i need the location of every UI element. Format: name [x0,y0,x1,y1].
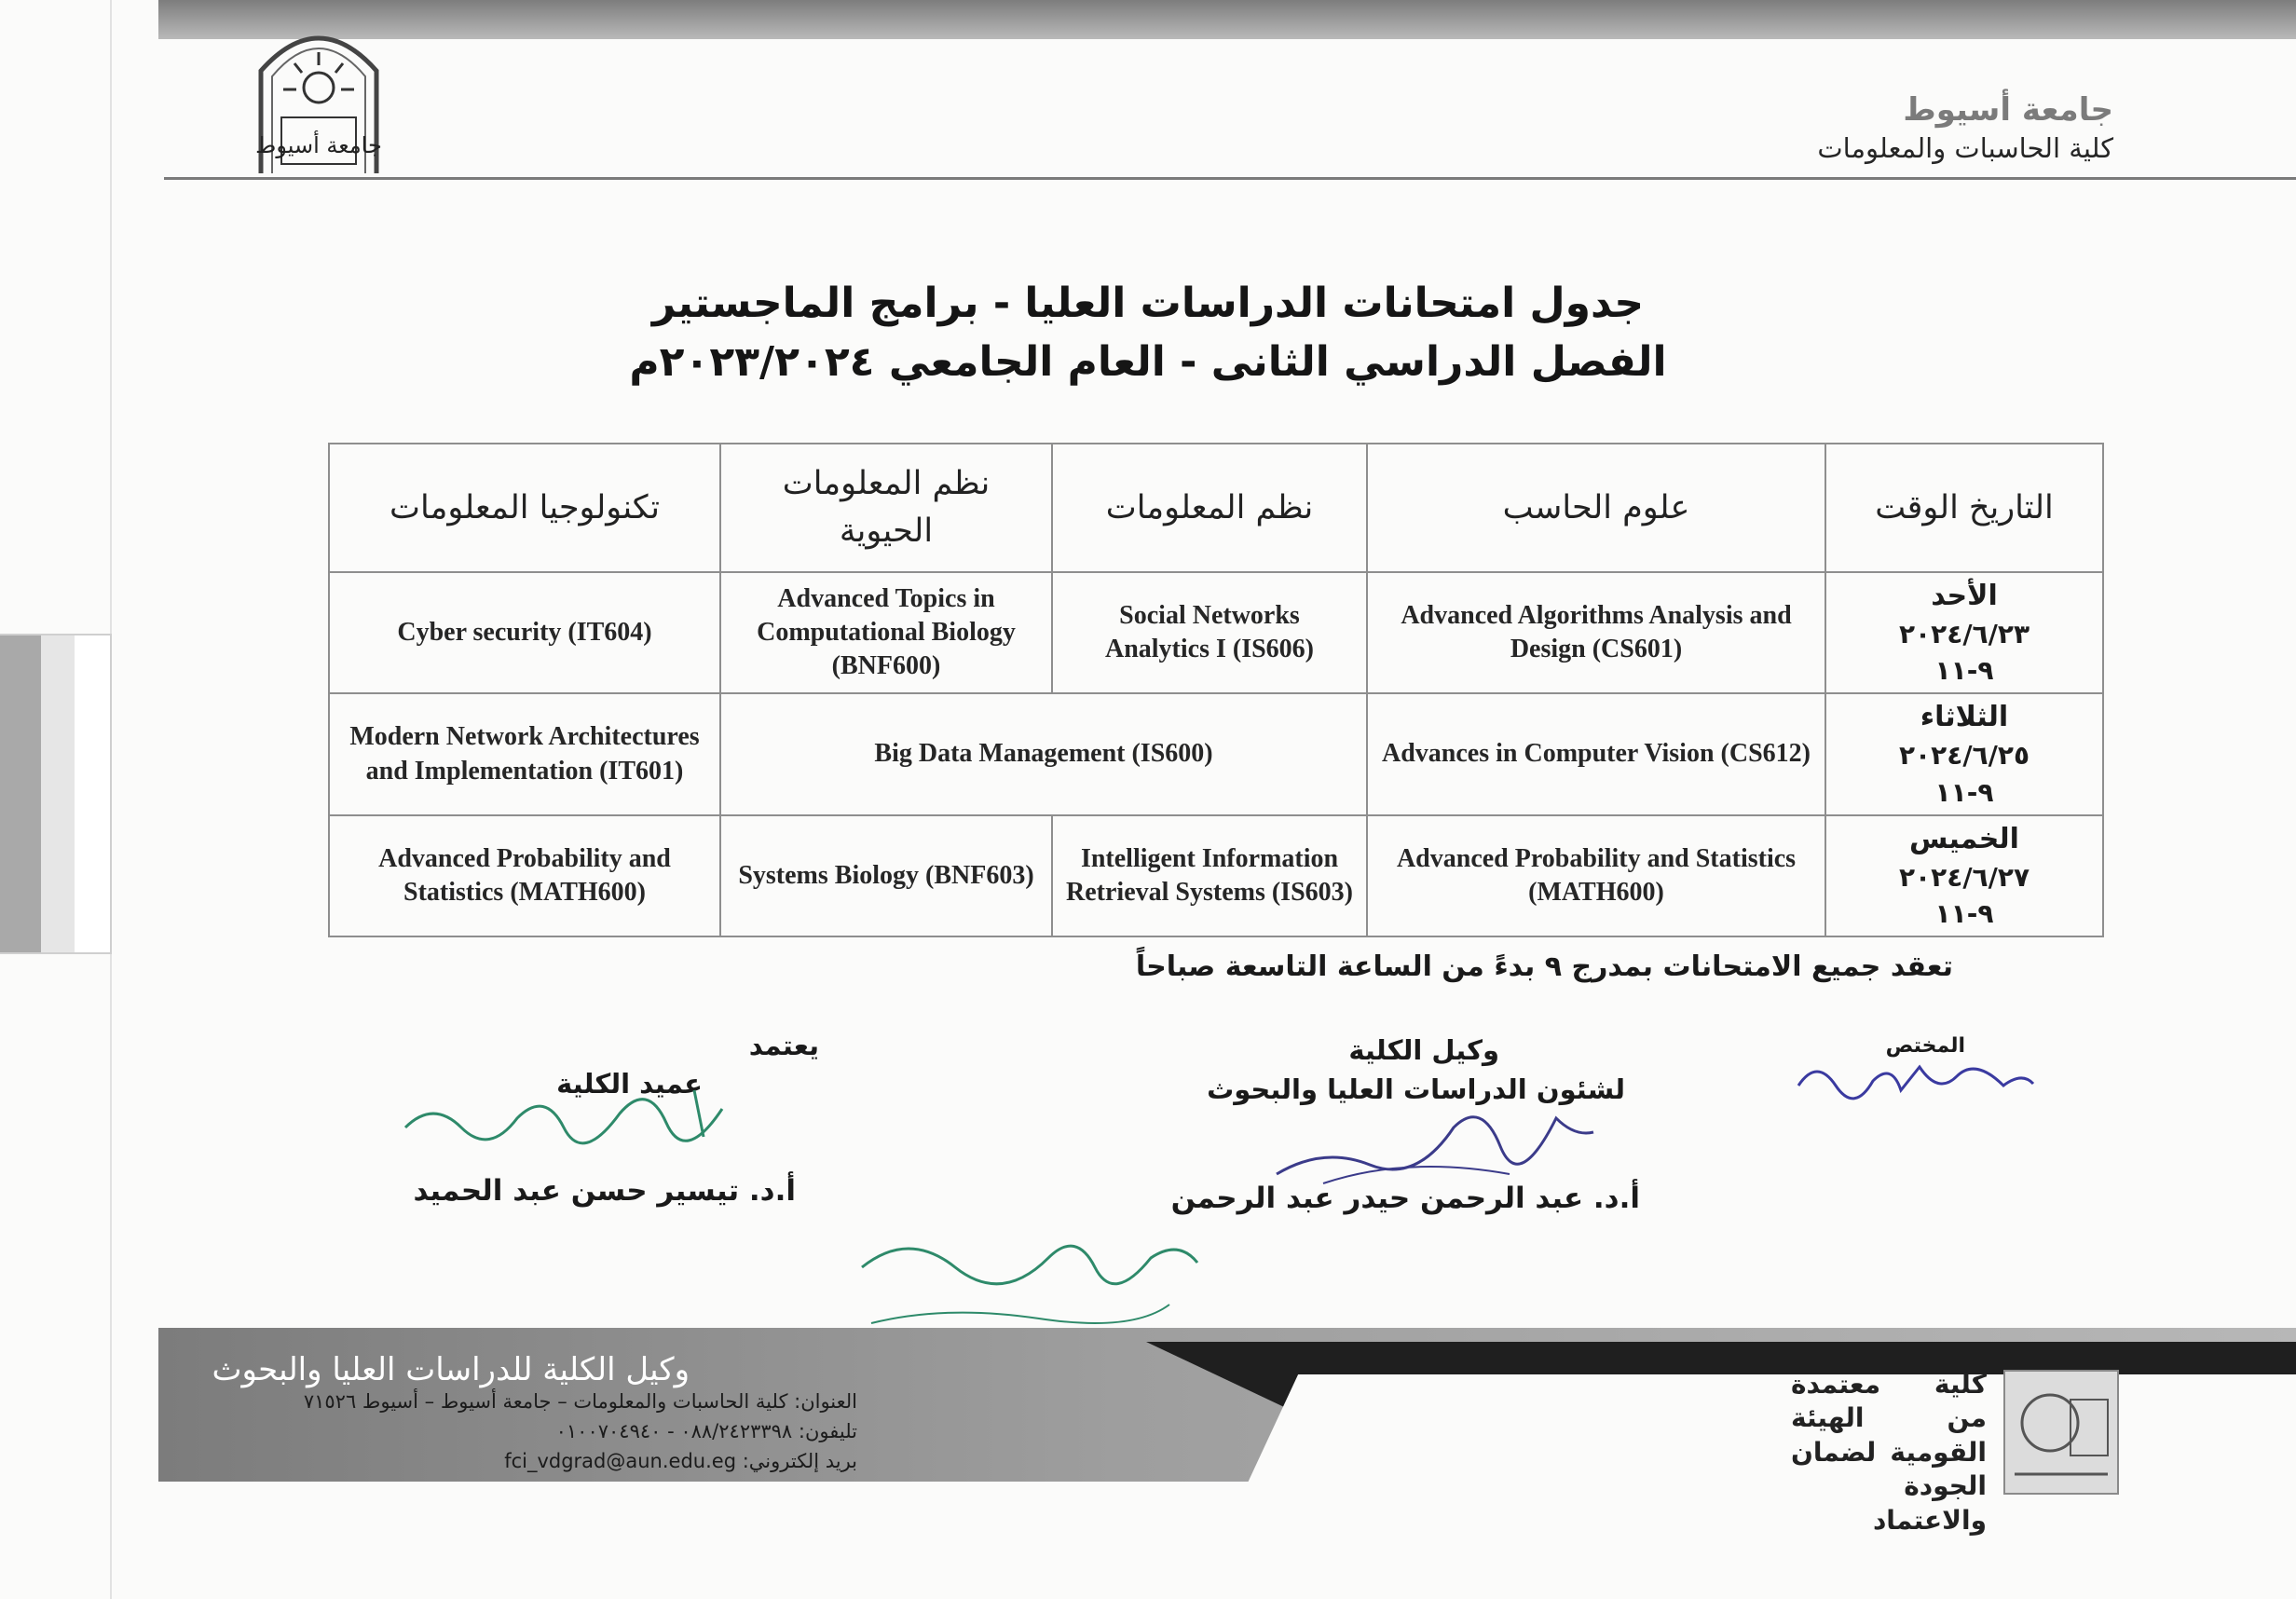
course-it: Modern Network Architectures and Implementation (IT601) [329,693,720,814]
course-bio: Systems Biology (BNF603) [720,815,1052,936]
footer-address: العنوان: كلية الحاسبات والمعلومات – جامعة أسيوط – أسيوط ٧١٥٢٦ [303,1390,857,1413]
exam-time: ٩-١١ [1934,897,1994,929]
faculty-name: كلية الحاسبات والمعلومات [1817,132,2113,164]
approval-label: يعتمد [748,1030,819,1061]
university-logo-text: جامعة أسيوط [255,132,382,158]
footer-email[interactable]: بريد إلكتروني: fci_vdgrad@aun.edu.eg [504,1450,857,1472]
table-row [329,693,2103,814]
exam-date: ٢٠٢٤/٦/٢٥ [1898,740,2030,772]
university-logo [253,15,384,175]
exam-day: الأحد [1931,580,1998,612]
specialist-label: المختص [1885,1034,1965,1058]
exam-date: ٢٠٢٤/٦/٢٧ [1898,861,2030,893]
header-information-systems: نظم المعلومات [1052,444,1367,572]
exam-time: ٩-١١ [1934,776,1994,808]
course-is: Intelligent Information Retrieval Systems (IS603) [1052,815,1367,936]
exam-day: الخميس [1909,822,2019,855]
scanner-edge-light [41,636,75,952]
header-band [158,0,2296,39]
header-divider [164,177,2296,180]
course-is: Social Networks Analytics I (IS606) [1052,572,1367,693]
vice-dean-label: وكيل الكلية [1348,1034,1499,1066]
course-is-bio: Big Data Management (IS600) [720,693,1367,814]
header-datetime: التاريخ الوقت [1825,444,2103,572]
vice-dean-name: أ.د. عبد الرحمن حيدر عبد الرحمن [1170,1182,1640,1215]
vice-dean-office: لشئون الدراسات العليا والبحوث [1207,1073,1625,1105]
course-cs: Advanced Algorithms Analysis and Design (CS601) [1367,572,1825,693]
exam-note: تعقد جميع الامتحانات بمدرج ٩ بدءً من الساعة التاسعة صباحاً [1135,950,1953,983]
university-name: جامعة أسيوط [1903,91,2113,129]
dean-label: عميد الكلية [556,1068,703,1100]
date-cell [1825,572,2103,693]
footer-title: وكيل الكلية للدراسات العليا والبحوث [212,1351,690,1388]
footer-light-area [1211,1374,2296,1561]
header-information-technology: تكنولوجيا المعلومات [329,444,720,572]
course-it: Advanced Probability and Statistics (MATH600) [329,815,720,936]
course-cs: Advanced Probability and Statistics (MATH600) [1367,815,1825,936]
exam-date: ٢٠٢٤/٦/٢٣ [1898,619,2030,649]
scanner-edge-dark [0,636,41,952]
course-cs: Advances in Computer Vision (CS612) [1367,693,1825,814]
header-computer-science: علوم الحاسب [1367,444,1825,572]
date-cell [1825,693,2103,814]
course-bio: Advanced Topics in Computational Biology (BNF600) [720,572,1052,693]
scanner-edge-tab [0,634,112,954]
received-signature [853,1211,1207,1342]
table-row [329,815,2103,936]
date-cell [1825,815,2103,936]
table-row [329,572,2103,693]
specialist-signature [1789,1048,2041,1114]
dean-signature [396,1072,731,1160]
exam-time: ٩-١١ [1934,655,1994,687]
footer-phone: تليفون: ٠٨٨/٢٤٢٣٣٩٨ - ٠١٠٠٧٠٤٩٤٠ [555,1420,857,1442]
accreditation-text: كلية معتمدة من الهيئة القومية لضمان الجودة والاعتماد [1791,1369,1987,1536]
accreditation-logo [2003,1370,2119,1495]
schedule-title: جدول امتحانات الدراسات العليا - برامج الماجستير [651,280,1645,327]
exam-day: الثلاثاء [1920,701,2009,734]
schedule-subtitle: الفصل الدراسي الثانى - العام الجامعي ٢٠٢٣/٢٠٢٤م [629,338,1667,386]
header-bioinformatics: نظم المعلومات الحيوية [720,444,1052,572]
dean-name: أ.د. تيسير حسن عبد الحميد [413,1174,796,1208]
table-header-row [329,444,2103,572]
course-it: Cyber security (IT604) [329,572,720,693]
exam-schedule-table [328,443,2104,937]
